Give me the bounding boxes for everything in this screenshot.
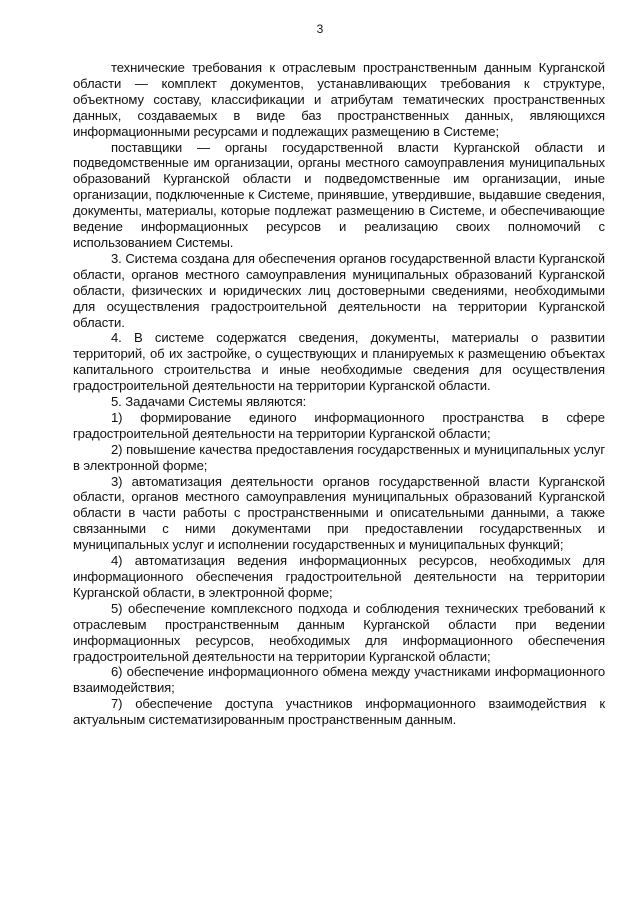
paragraph-3-system-purpose: 3. Система создана для обеспечения органов государственной власти Курганской области, органов местного самоуправления муниципальных образований Курганской области, физических и юридических лиц достоверными сведениями, необходимыми для осуществления градостроительной деятельности на территории Курганской области. [73, 250, 605, 330]
document-body [73, 60, 605, 728]
task-item-7: 7) обеспечение доступа участников информационного взаимодействия к актуальным систематизированным пространственным данным. [73, 696, 605, 728]
paragraph-5-tasks-heading: 5. Задачами Системы являются: [111, 394, 307, 410]
task-item-3: 3) автоматизация деятельности органов государственной власти Курганской области, органов местного самоуправления муниципальных образований Курганской области в части работы с пространственными и описательными данными, а также связанными с ними документами при предоставлении государственных и муниципальных услуг и исполнении государственных и муниципальных функций; [73, 473, 605, 553]
paragraph-4-system-contents: 4. В системе содержатся сведения, документы, материалы о развитии территорий, об их застройке, о существующих и планируемых к размещению объектах капитального строительства и иные необходимые сведения для осуществления градостроительной деятельности на территории Курганской области. [73, 330, 605, 394]
task-item-6: 6) обеспечение информационного обмена между участниками информационного взаимодействия; [73, 664, 605, 696]
page-number: 3 [316, 22, 324, 36]
task-item-2: 2) повышение качества предоставления государственных и муниципальных услуг в электронной форме; [73, 441, 605, 473]
paragraph-definition-technical-requirements: технические требования к отраслевым пространственным данным Курганской области — комплект документов, устанавливающих требования к структуре, объектному составу, классификации и атрибутам тематических пространственных данных, создаваемых в виде баз пространственных данных, являющихся информационными ресурсами и подлежащих размещению в Системе; [73, 60, 605, 139]
task-item-5: 5) обеспечение комплексного подхода и соблюдения технических требований к отраслевым пространственным данным Курганской области при ведении информационных ресурсов, необходимых для информационного обеспечения градостроительной деятельности на территории Курганской области; [73, 600, 605, 664]
task-item-4: 4) автоматизация ведения информационных ресурсов, необходимых для информационного обеспечения градостроительной деятельности на территории Курганской области, в электронной форме; [73, 553, 605, 600]
task-item-1: 1) формирование единого информационного пространства в сфере градостроительной деятельности на территории Курганской области; [73, 409, 605, 441]
paragraph-definition-suppliers: поставщики — органы государственной власти Курганской области и подведомственные им организации, органы местного самоуправления муниципальных образований Курганской области и подведомственные им организации, иные организации, подключенные к Системе, принявшие, утвердившие, выдавшие сведения, документы, материалы, которые подлежат размещению в Системе, и обеспечивающие ведение информационных ресурсов и реализацию своих полномочий с использованием Системы. [73, 139, 605, 250]
